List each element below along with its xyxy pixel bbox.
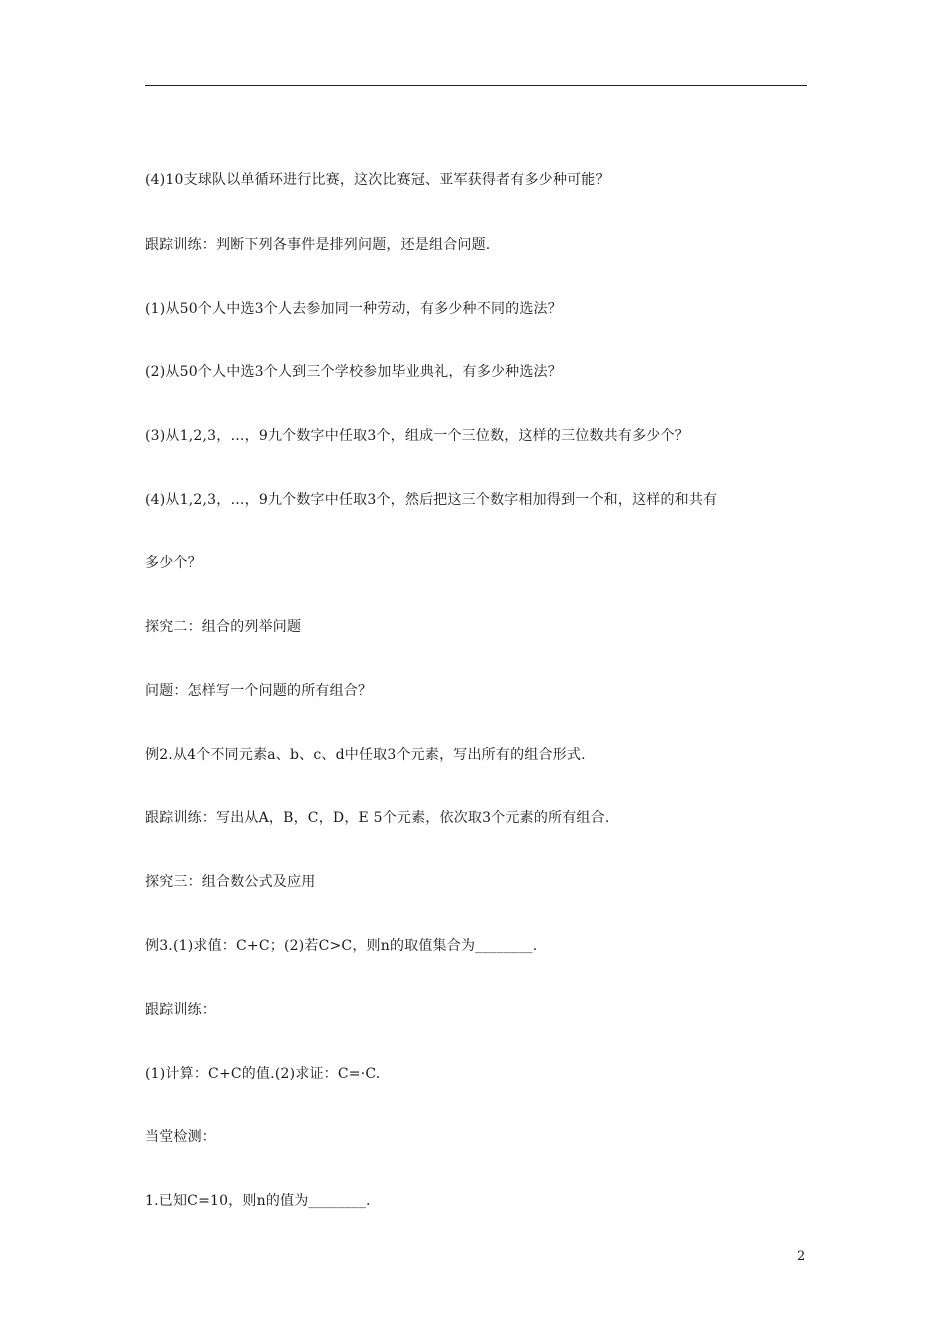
text-line: 例3.(1)求值：C+C；(2)若C>C，则n的取值集合为________.: [145, 938, 538, 954]
text-line: (2)从50个人中选3个人到三个学校参加毕业典礼，有多少种选法？: [145, 364, 562, 380]
page-number: 2: [797, 1249, 806, 1264]
text-line: 跟踪训练：判断下列各事件是排列问题，还是组合问题.: [145, 237, 491, 253]
section-heading: 探究三：组合数公式及应用: [145, 874, 316, 890]
text-line: (3)从1,2,3，…，9九个数字中任取3个，组成一个三位数，这样的三位数共有多少个？: [145, 428, 689, 444]
text-line: 问题：怎样写一个问题的所有组合？: [145, 683, 373, 699]
text-line: 1.已知C=10，则n的值为________.: [145, 1193, 371, 1209]
text-line: 例2.从4个不同元素a、b、c、d中任取3个元素，写出所有的组合形式.: [145, 747, 586, 763]
text-line: (4)从1,2,3，…，9九个数字中任取3个，然后把这三个数字相加得到一个和，这样的和共有: [145, 492, 718, 508]
section-heading: 当堂检测：: [145, 1129, 216, 1145]
text-line: 多少个？: [145, 555, 202, 571]
text-line: 跟踪训练：写出从A，B，C，D，E 5个元素，依次取3个元素的所有组合.: [145, 810, 610, 826]
text-line: (1)计算：C+C的值.(2)求证：C=·C.: [145, 1066, 381, 1082]
text-line: (4)10支球队以单循环进行比赛，这次比赛冠、亚军获得者有多少种可能？: [145, 172, 610, 188]
section-heading: 探究二：组合的列举问题: [145, 619, 302, 635]
text-line: 跟踪训练：: [145, 1002, 216, 1018]
text-line: (1)从50个人中选3个人去参加同一种劳动，有多少种不同的选法？: [145, 301, 562, 317]
header-rule: [145, 85, 807, 86]
